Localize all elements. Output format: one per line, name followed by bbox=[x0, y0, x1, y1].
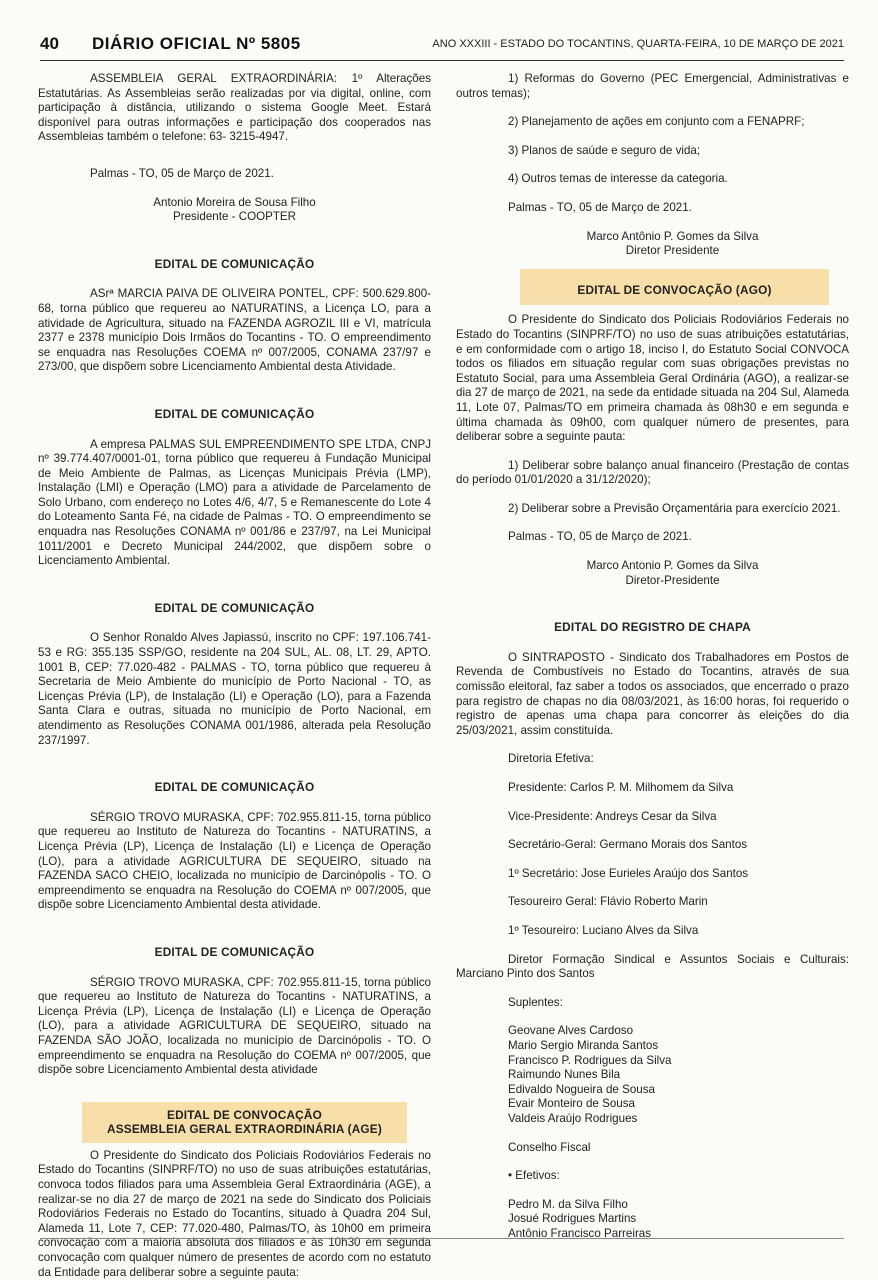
age-heading-highlight bbox=[82, 1102, 407, 1143]
age-text: O Presidente do Sindicato dos Policiais Rodoviários Federais no Estado do Tocantins (SINPRF/TO) no uso de suas atribuições estatutárias, convoca todos filiados para uma Assembleia Geral Extraordinária (AGE), a realizar-se no dia 27 de março de 2021 na sede do Sindicato dos Policiais Rodoviários Federais no Estado do Tocantins, situado à Quadra 204 Sul, Alameda 11, Lote 7, CEP: 77.020-480, Palmas/TO, às 10h00 em primeira convocação com a maioria absoluta dos filiados e às 10h30 em segunda convocação com qualquer número de presentes de acordo com no estatuto da Entidade para deliberar sobre a seguinte pauta: bbox=[38, 1148, 431, 1279]
ago-title: EDITAL DE CONVOCAÇÃO (AGO) bbox=[577, 282, 772, 297]
chapa-title: EDITAL DO REGISTRO DE CHAPA bbox=[554, 620, 751, 635]
edital2-text: A empresa PALMAS SUL EMPREENDIMENTO SPE LTDA, CNPJ nº 39.774.407/0001-01, torna público que requereu à Fundação Municipal de Meio Ambiente de Palmas, as Licenças Municipais Prévia (LMP), Instalação (LMI) e Operação (LMO) para a atividade de Parcelamento de Solo Urbano, com endereço no Lotes 4/6, 4/7, 5 e Remanescente do Lote 4 do Loteamento Santa Fé, na cidade de Palmas - TO. O empreendimento se enquadra nas Resoluções CONAMA nº 001/86 e 237/97, na Lei Municipal 1011/2001 e Decreto Municipal 244/2002, que dispõem sobre o Licenciamento Ambiental. bbox=[38, 437, 431, 568]
ago-item-2: 2) Deliberar sobre a Previsão Orçamentária para exercício 2021. bbox=[508, 501, 841, 515]
right-column bbox=[456, 72, 849, 1241]
suplente-name: Valdeis Araújo Rodrigues bbox=[508, 1111, 638, 1125]
suplente-name: Evair Monteiro de Sousa bbox=[508, 1097, 635, 1111]
ago-signature-name: Marco Antonio P. Gomes da Silva bbox=[586, 559, 759, 573]
edital5-text: SÉRGIO TROVO MURASKA, CPF: 702.955.811-15, torna público que requereu ao Instituto de Natureza do Tocantins - NATURATINS, a Licença Prévia (LP), Licença de Instalação (LI) e Licença de Operação (LO), para a atividade AGRICULTURA DE SEQUEIRO, situado na FAZENDA SÃO JOÃO, localizada no município de Darcinópolis - TO. O empreendimento se enquadra na Resolução do COEMA nº 007/2005, que dispõe sobre Licenciamento Ambiental desta atividade bbox=[38, 975, 431, 1077]
ago-text: O Presidente do Sindicato dos Policiais Rodoviários Federais no Estado do Tocantins (SINPRF/TO) no uso de suas atribuições estatutárias, e em conformidade com o artigo 18, inciso I, do Estatuto Social CONVOCA todos os filiados em situação regular com suas obrigações previstas no Estatuto Social, para uma Assembleia Geral Ordinária (AGO), a realizar-se dia 27 de março de 2021, na sede da entidade situada na 204 Sul, Alameda 11, Lote 07, Palmas/TO em primeira chamada às 08h30 e em segunda e última chamada às 09h00, com qualquer número de presentes, para deliberar sobre a seguinte pauta: bbox=[456, 313, 849, 444]
age-title-line1: EDITAL DE CONVOCAÇÃO bbox=[167, 1107, 322, 1122]
edital1-text: ASrª MARCIA PAIVA DE OLIVEIRA PONTEL, CPF: 500.629.800-68, torna público que requereu ao NATURATINS, a Licença LO, para a atividade de Agricultura, situado na FAZENDA AGROZIL III e VI, matrícula 2377 e 2378 município Dois Irmãos do Tocantins - TO. O empreendimento se enquadra nas Resoluções COEMA nº 007/2005, CONAMA 237/97 e 273/00, que dispõem sobre Licenciamento Ambiental desta Atividade. bbox=[38, 287, 431, 374]
diretoria-member: 1º Tesoureiro: Luciano Alves da Silva bbox=[508, 923, 699, 937]
ago-signature-role: Diretor-Presidente bbox=[625, 573, 720, 587]
efetivo-name: Josué Rodrigues Martins bbox=[508, 1212, 637, 1226]
left-column bbox=[38, 72, 431, 1280]
bottom-divider bbox=[40, 1238, 844, 1239]
ago-heading-highlight bbox=[520, 269, 829, 306]
suplente-name: Geovane Alves Cardoso bbox=[508, 1024, 634, 1038]
chapa-text: O SINTRAPOSTO - Sindicato dos Trabalhadores em Postos de Revenda de Combustíveis no Estado do Tocantins, através de sua comissão eleitoral, faz saber a todos os associados, que encerrado o prazo para registro de chapas no dia 08/03/2021, às 16:00 horas, foi requerido o registro de apenas uma chapa para concorrer às eleições do dia 25/03/2021, assim constituída. bbox=[456, 650, 849, 737]
age-item-2: 2) Planejamento de ações em conjunto com a FENAPRF; bbox=[508, 115, 805, 129]
age-item-1: 1) Reformas do Governo (PEC Emergencial, Administrativas e outros temas); bbox=[456, 72, 849, 100]
diretoria-member: Tesoureiro Geral: Flávio Roberto Marin bbox=[508, 895, 708, 909]
page-header bbox=[40, 30, 844, 61]
edital3-title: EDITAL DE COMUNICAÇÃO bbox=[154, 600, 315, 615]
suplente-name: Mario Sergio Miranda Santos bbox=[508, 1038, 659, 1052]
age-signature-name: Marco Antônio P. Gomes da Silva bbox=[586, 229, 759, 243]
age-item-4: 4) Outros temas de interesse da categoria. bbox=[508, 172, 728, 186]
suplente-name: Francisco P. Rodrigues da Silva bbox=[508, 1053, 672, 1067]
diretoria-member: Presidente: Carlos P. M. Milhomem da Silva bbox=[508, 781, 734, 794]
edital4-title: EDITAL DE COMUNICAÇÃO bbox=[154, 780, 315, 795]
suplente-name: Raimundo Nunes Bila bbox=[508, 1068, 621, 1082]
edital2-title: EDITAL DE COMUNICAÇÃO bbox=[154, 406, 315, 421]
age-place-date: Palmas - TO, 05 de Março de 2021. bbox=[508, 200, 692, 214]
age-item-3: 3) Planos de saúde e seguro de vida; bbox=[508, 143, 701, 157]
ago-item-1: 1) Deliberar sobre balanço anual financeiro (Prestação de contas do período 01/01/2020 a 31/12/2020); bbox=[456, 458, 849, 487]
efetivo-name: Antônio Francisco Parreiras bbox=[508, 1226, 652, 1240]
efetivos-label: • Efetivos: bbox=[508, 1169, 560, 1183]
edital5-title: EDITAL DE COMUNICAÇÃO bbox=[154, 944, 315, 959]
journal-title: DIÁRIO OFICIAL Nº 5805 bbox=[92, 34, 301, 53]
edital3-text: O Senhor Ronaldo Alves Japiassú, inscrito no CPF: 197.106.741-53 e RG: 355.135 SSP/GO, residente na 204 SUL, AL. 08, LT. 29, APTO. 1001 B, CEP: 77.020-482 - PALMAS - TO, torna público que requereu à Secretaria de Meio Ambiente do município de Porto Nacional - TO, as Licenças Prévia (LP), de Instalação (LI) e Operação (LO), para a Fazenda Santa Clara e outras, situada no município de Porto Nacional, em atendimento as Resoluções CONAMA 001/1986, alterada pela Resolução 237/1997. bbox=[38, 631, 431, 747]
edital4-text: SÉRGIO TROVO MURASKA, CPF: 702.955.811-15, torna público que requereu ao Instituto de Natureza do Tocantins - NATURATINS, a Licença Prévia (LP), Licença de Instalação (LI) e Licença de Operação (LO), para a atividade AGRICULTURA DE SEQUEIRO, situado na FAZENDA SACO CHEIO, localizada no município de Darcinópolis - TO. O empreendimento se enquadra na Resolução do COEMA nº 007/2005, que dispõe sobre Licenciamento Ambiental desta atividade. bbox=[38, 810, 431, 912]
diretor-formacao: Diretor Formação Sindical e Assuntos Sociais e Culturais: Marciano Pinto dos Santos bbox=[456, 952, 849, 981]
intro-text: ASSEMBLEIA GERAL EXTRAORDINÁRIA: 1º Alterações Estatutárias. As Assembleias serão realizadas por via digital, online, com participação à distância, utilizando o sistema Google Meet. Estará disponível para outras informações e participação dos cooperados nas Assembleias também o telefone: 63- 3215-4947. bbox=[38, 72, 431, 144]
conselho-fiscal-label: Conselho Fiscal bbox=[508, 1140, 591, 1154]
age-title-line2: ASSEMBLEIA GERAL EXTRAORDINÁRIA (AGE) bbox=[106, 1122, 383, 1137]
diretoria-member: Vice-Presidente: Andreys Cesar da Silva bbox=[508, 809, 717, 823]
page-number: 40 bbox=[40, 34, 59, 53]
age-signature-role: Diretor Presidente bbox=[625, 244, 720, 258]
diretoria-member: 1º Secretário: Jose Eurieles Araújo dos Santos bbox=[508, 866, 749, 880]
issue-info: ANO XXXIII - ESTADO DO TOCANTINS, QUARTA-FEIRA, 10 DE MARÇO DE 2021 bbox=[432, 38, 844, 50]
ago-place-date: Palmas - TO, 05 de Março de 2021. bbox=[508, 530, 692, 544]
suplentes-label: Suplentes: bbox=[508, 995, 563, 1009]
intro-signature-name: Antonio Moreira de Sousa Filho bbox=[153, 195, 316, 209]
intro-place-date: Palmas - TO, 05 de Março de 2021. bbox=[90, 166, 274, 180]
intro-signature-role: Presidente - COOPTER bbox=[172, 210, 297, 224]
efetivo-name: Pedro M. da Silva Filho bbox=[508, 1197, 628, 1211]
diretoria-label: Diretoria Efetiva: bbox=[508, 752, 594, 766]
suplente-name: Edivaldo Nogueira de Sousa bbox=[508, 1082, 655, 1096]
edital1-title: EDITAL DE COMUNICAÇÃO bbox=[154, 256, 315, 271]
diretoria-member: Secretário-Geral: Germano Morais dos Santos bbox=[508, 838, 748, 852]
